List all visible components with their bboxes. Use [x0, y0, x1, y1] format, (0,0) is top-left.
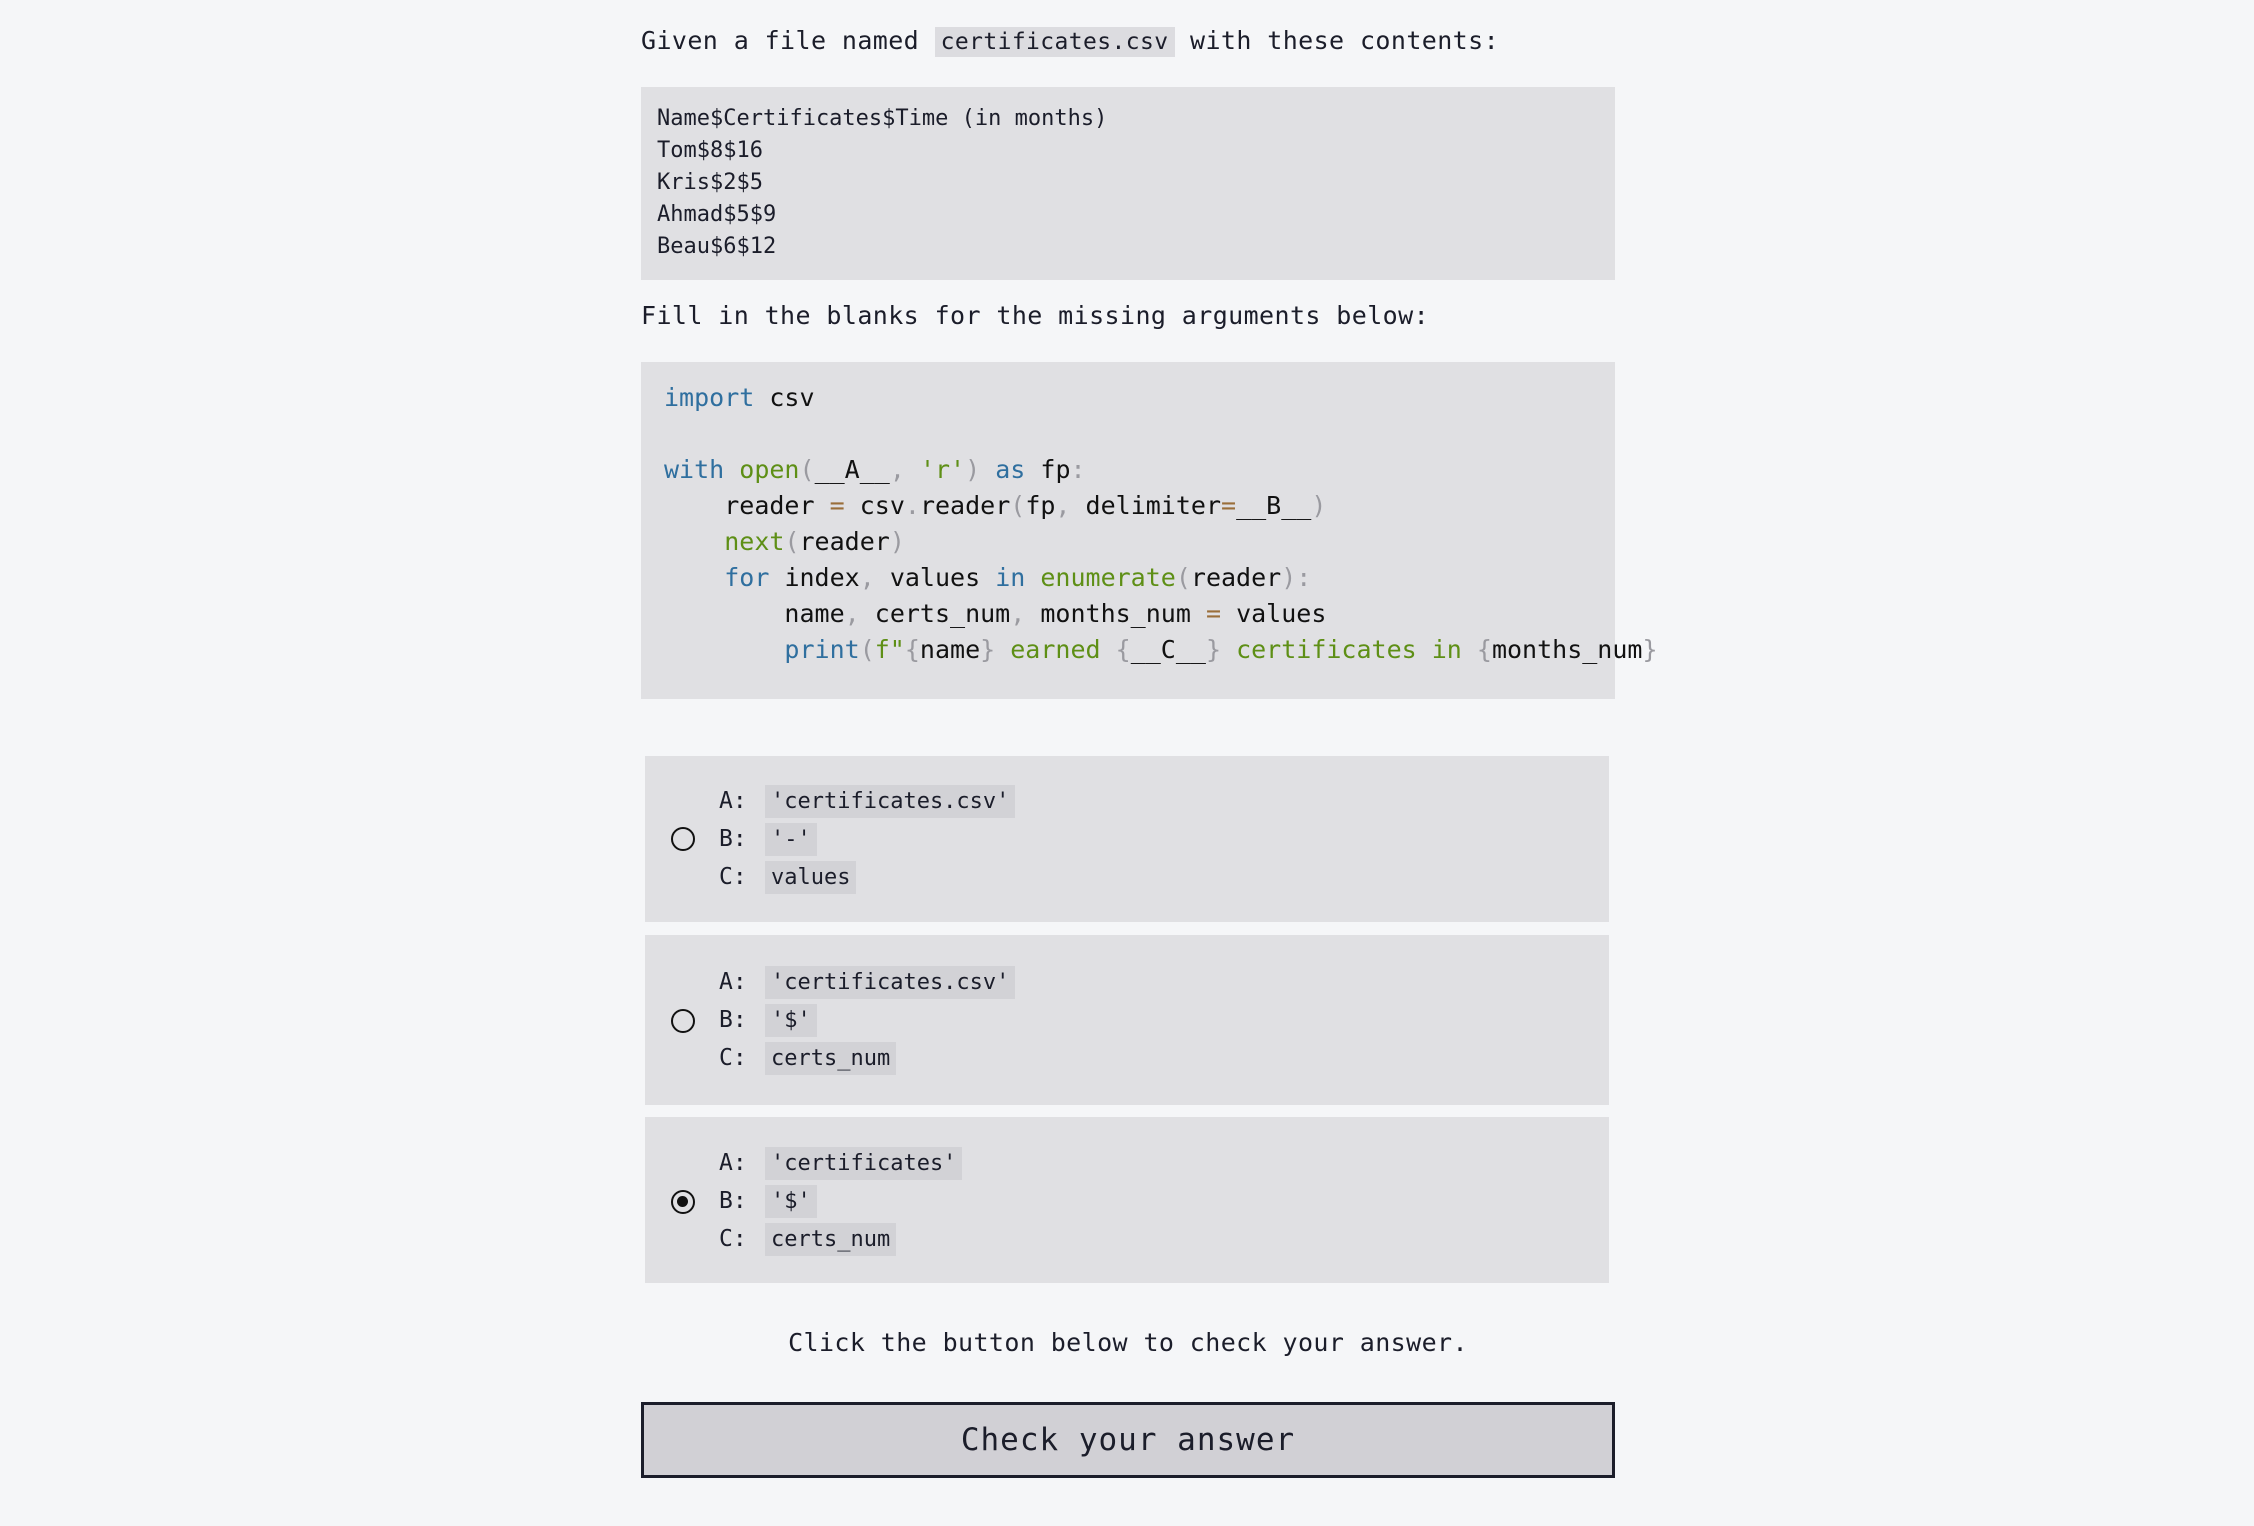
option-value: certs_num [765, 1042, 896, 1075]
code-token: } [1205, 635, 1222, 664]
code-token: , [889, 455, 905, 484]
code-token: ) [889, 527, 905, 556]
code-token: enumerate [1040, 563, 1176, 592]
option-line-a [719, 966, 1015, 998]
code-token: : [1070, 455, 1086, 484]
code-token: ) [1311, 491, 1327, 520]
intro-text [641, 22, 1499, 61]
code-line-7 [664, 596, 1592, 632]
option-label: B: [719, 1188, 747, 1214]
check-answer-button[interactable]: Check your answer [641, 1402, 1615, 1478]
option-label: C: [719, 864, 747, 890]
code-token: ) [965, 455, 981, 484]
filename-code: certificates.csv [935, 27, 1175, 57]
code-token: { [904, 635, 920, 664]
code-token: in [995, 563, 1026, 592]
code-token: { [1476, 635, 1492, 664]
check-hint-text: Click the button below to check your answer. [788, 1328, 1468, 1357]
code-token: next [724, 527, 785, 556]
option-line-b [719, 823, 817, 855]
code-token: for [724, 563, 770, 592]
code-token: = [1205, 599, 1221, 628]
file-line: Name$Certificates$Time (in months) [657, 106, 1108, 131]
code-line-5 [664, 524, 1592, 560]
code-token: delimiter [1085, 491, 1222, 520]
radio-button[interactable] [671, 827, 695, 851]
intro-before: Given a file named [641, 26, 935, 55]
code-line-3 [664, 452, 1592, 488]
option-value: certs_num [765, 1223, 896, 1256]
code-token: values [1236, 599, 1327, 628]
code-token: csv [769, 383, 815, 412]
option-label: B: [719, 826, 747, 852]
code-line-6 [664, 560, 1592, 596]
code-token: ( [1010, 491, 1026, 520]
code-token: ( [799, 455, 815, 484]
code-token: reader [1190, 563, 1282, 592]
option-line-a [719, 785, 1015, 817]
code-token: 'r' [919, 455, 966, 484]
option-value: 'certificates.csv' [765, 966, 1015, 999]
option-line-c [719, 1042, 896, 1074]
answer-option-1[interactable] [645, 756, 1609, 922]
code-token: f" [874, 635, 905, 664]
code-token: , [1010, 599, 1026, 628]
file-line: Kris$2$5 [657, 170, 763, 195]
code-token: reader [724, 491, 815, 520]
option-label: B: [719, 1007, 747, 1033]
code-token: fp [1040, 455, 1071, 484]
fill-prompt: Fill in the blanks for the missing arguments below: [641, 301, 1430, 330]
code-token: , [844, 599, 860, 628]
code-line-blank [664, 416, 1592, 452]
answer-option-3[interactable] [645, 1117, 1609, 1283]
code-token: reader [799, 527, 890, 556]
option-label: C: [719, 1045, 747, 1071]
code-token: name [784, 599, 845, 628]
option-label: A: [719, 969, 747, 995]
code-line-1 [664, 380, 1592, 416]
code-token: ( [859, 635, 875, 664]
file-line: Tom$8$16 [657, 138, 763, 163]
option-value: '$' [765, 1185, 817, 1218]
option-label: A: [719, 788, 747, 814]
code-token: reader [919, 491, 1011, 520]
code-token: print [784, 635, 860, 664]
option-value: '$' [765, 1004, 817, 1037]
code-token: ( [784, 527, 800, 556]
code-token: earned [995, 635, 1116, 664]
code-token: with [664, 455, 725, 484]
intro-after: with these contents: [1174, 26, 1500, 55]
code-token: = [829, 491, 845, 520]
answer-option-2[interactable] [645, 935, 1609, 1105]
option-value: '-' [765, 823, 817, 856]
blank-b: __B__ [1236, 491, 1312, 520]
code-token: import [664, 383, 755, 412]
option-line-b [719, 1185, 817, 1217]
option-line-b [719, 1004, 817, 1036]
code-token: , [1055, 491, 1071, 520]
option-line-a [719, 1147, 962, 1179]
code-token: . [904, 491, 920, 520]
code-token: { [1115, 635, 1131, 664]
code-token: months_num [1491, 635, 1643, 664]
file-line: Beau$6$12 [657, 234, 777, 259]
option-value: values [765, 861, 856, 894]
code-token: as [995, 455, 1026, 484]
code-token: ) [1281, 563, 1297, 592]
file-line: Ahmad$5$9 [657, 202, 777, 227]
code-token: : [1296, 563, 1312, 592]
option-line-c [719, 1223, 896, 1255]
code-token: open [739, 455, 800, 484]
code-token: , [859, 563, 875, 592]
option-line-c [719, 861, 856, 893]
option-value: 'certificates.csv' [765, 785, 1015, 818]
code-token: ( [1175, 563, 1191, 592]
code-token: fp [1025, 491, 1056, 520]
code-token: certs_num [874, 599, 1011, 628]
code-token: = [1221, 491, 1237, 520]
code-block [641, 362, 1658, 699]
code-token: values [889, 563, 981, 592]
option-value: 'certificates' [765, 1147, 962, 1180]
code-token: name [919, 635, 981, 664]
blank-c: __C__ [1130, 635, 1206, 664]
option-label: C: [719, 1226, 747, 1252]
code-token: index [784, 563, 860, 592]
code-token: months_num [1040, 599, 1191, 628]
code-token: certificates in [1221, 635, 1477, 664]
radio-button-selected[interactable] [671, 1190, 695, 1214]
code-token: } [1642, 635, 1658, 664]
code-token: csv [859, 491, 905, 520]
radio-button[interactable] [671, 1009, 695, 1033]
blank-a: __A__ [814, 455, 890, 484]
code-line-8 [664, 632, 1658, 668]
option-label: A: [719, 1150, 747, 1176]
file-contents-block [641, 87, 1615, 280]
code-token: } [980, 635, 996, 664]
code-line-4 [664, 488, 1592, 524]
